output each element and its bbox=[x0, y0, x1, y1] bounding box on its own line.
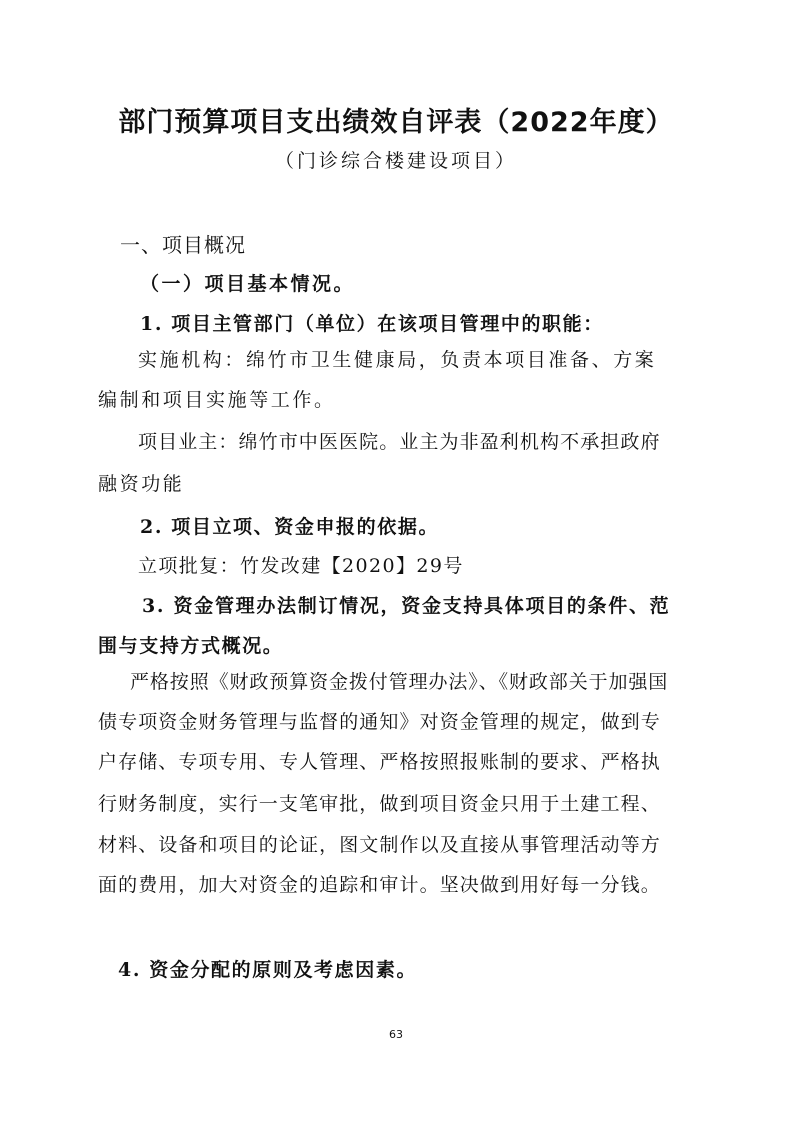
page-title: 部门预算项目支出绩效自评表（2022年度） bbox=[118, 107, 674, 138]
item3-heading-line1: 3. 资金管理办法制订情况，资金支持具体项目的条件、范 bbox=[142, 595, 671, 617]
item3-body-line: 严格按照《财政预算资金拨付管理办法》、《财政部关于加强国 bbox=[130, 671, 669, 693]
page-subtitle: （门诊综合楼建设项目） bbox=[274, 150, 517, 172]
page-number: 63 bbox=[389, 1028, 403, 1041]
item1-paragraph2-line2: 融资功能 bbox=[98, 473, 185, 495]
item2-approval: 立项批复：竹发改建【2020】29号 bbox=[138, 555, 464, 577]
item3-heading-line2: 围与支持方式概况。 bbox=[98, 635, 284, 657]
item3-body-line: 户存储、专项专用、专人管理、严格按照报账制的要求、严格执 bbox=[98, 751, 661, 773]
subsection-heading-basic-info: （一）项目基本情况。 bbox=[140, 273, 356, 295]
item1-paragraph1-line1: 实施机构：绵竹市卫生健康局，负责本项目准备、方案 bbox=[138, 349, 657, 371]
item3-body-line: 债专项资金财务管理与监督的通知》对资金管理的规定，做到专 bbox=[98, 711, 661, 733]
item3-body-line: 面的费用，加大对资金的追踪和审计。坚决做到用好每一分钱。 bbox=[98, 874, 661, 896]
item4-heading: 4. 资金分配的原则及考虑因素。 bbox=[118, 959, 418, 981]
item1-paragraph2-line1: 项目业主：绵竹市中医医院。业主为非盈利机构不承担政府 bbox=[138, 431, 661, 453]
item1-heading: 1. 项目主管部门（单位）在该项目管理中的职能： bbox=[140, 313, 604, 335]
item2-heading: 2. 项目立项、资金申报的依据。 bbox=[140, 516, 440, 538]
item3-body-line: 材料、设备和项目的论证，图文制作以及直接从事管理活动等方 bbox=[98, 834, 661, 856]
item3-body-line: 行财务制度，实行一支笔审批，做到项目资金只用于土建工程、 bbox=[98, 793, 661, 815]
section-heading-overview: 一、项目概况 bbox=[120, 233, 246, 257]
item1-paragraph1-line2: 编制和项目实施等工作。 bbox=[98, 389, 336, 411]
